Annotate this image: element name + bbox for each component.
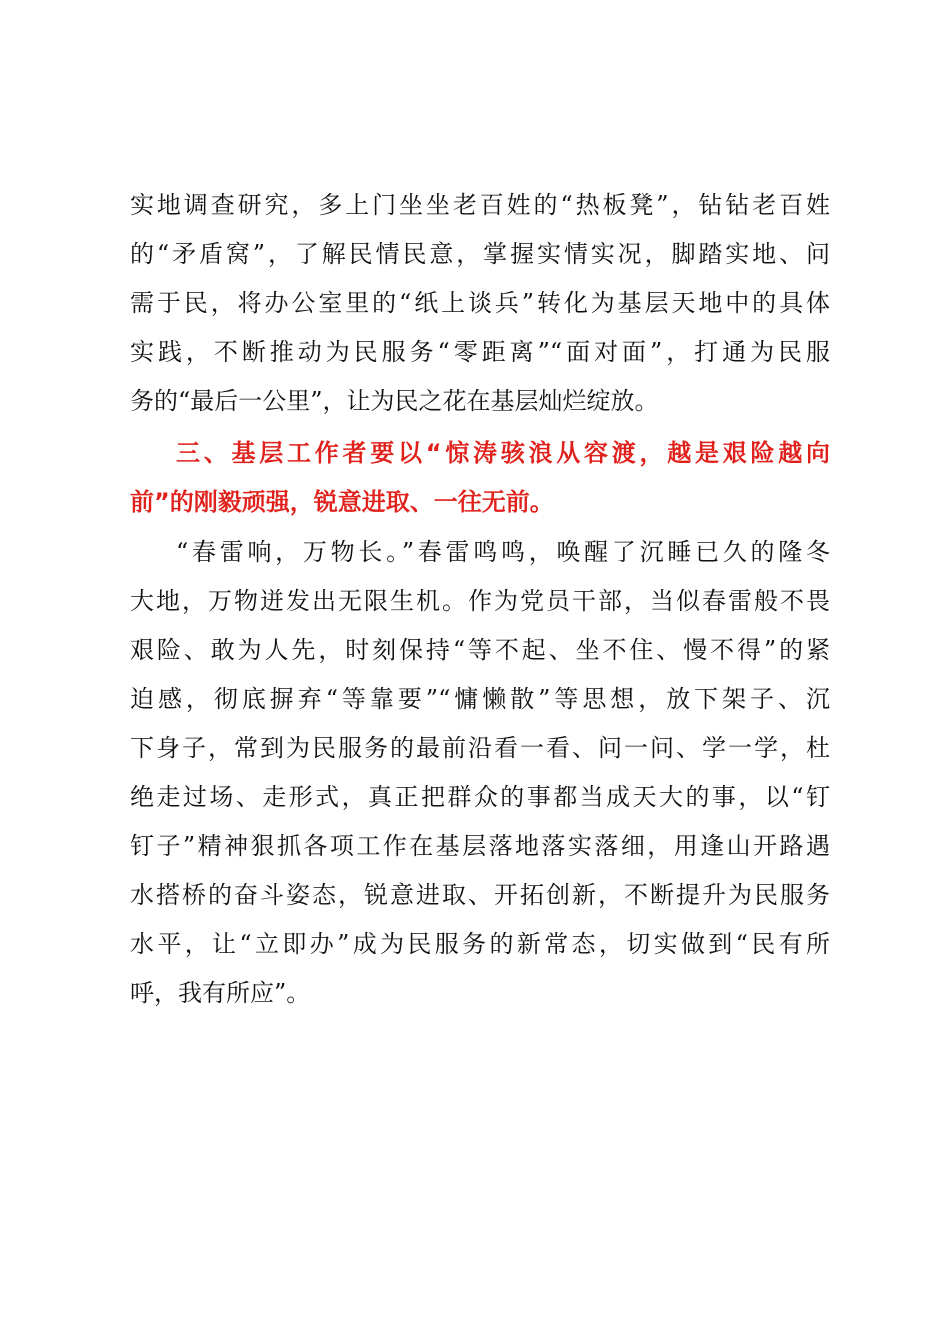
text-line: 下身子，常到为民服务的最前沿看一看、问一问、学一学，杜 [130, 734, 830, 762]
text-line: 实地调查研究，多上门坐坐老百姓的“热板凳”，钻钻老百姓 [130, 191, 830, 219]
text-line: 务的“最后一公里”，让为民之花在基层灿烂绽放。 [130, 387, 659, 415]
text-line: 绝走过场、走形式，真正把群众的事都当成天大的事，以“钉 [130, 783, 830, 811]
text-line: 呼，我有所应”。 [130, 979, 311, 1007]
heading-line: 前”的刚毅顽强，锐意进取、一往无前。 [130, 488, 554, 516]
text-line: 实践，不断推动为民服务“零距离”“面对面”，打通为民服 [130, 338, 830, 366]
text-line: 大地，万物迸发出无限生机。作为党员干部，当似春雷般不畏 [130, 587, 830, 615]
text-line: 的“矛盾窝”，了解民情民意，掌握实情实况，脚踏实地、问 [130, 240, 830, 268]
text-line: 水搭桥的奋斗姿态，锐意进取、开拓创新，不断提升为民服务 [130, 881, 830, 909]
heading-line: 三、基层工作者要以“惊涛骇浪从容渡，越是艰险越向 [176, 439, 830, 467]
text-line: 钉子”精神狠抓各项工作在基层落地落实落细，用逢山开路遇 [130, 832, 830, 860]
text-line: 迫感，彻底摒弃“等靠要”“慵懒散”等思想，放下架子、沉 [130, 685, 830, 713]
text-line: “春雷响，万物长。”春雷鸣鸣，唤醒了沉睡已久的隆冬 [176, 538, 830, 566]
text-line: 艰险、敢为人先，时刻保持“等不起、坐不住、慢不得”的紧 [130, 636, 830, 664]
text-line: 水平，让“立即办”成为民服务的新常态，切实做到“民有所 [130, 930, 830, 958]
text-line: 需于民，将办公室里的“纸上谈兵”转化为基层天地中的具体 [130, 289, 830, 317]
